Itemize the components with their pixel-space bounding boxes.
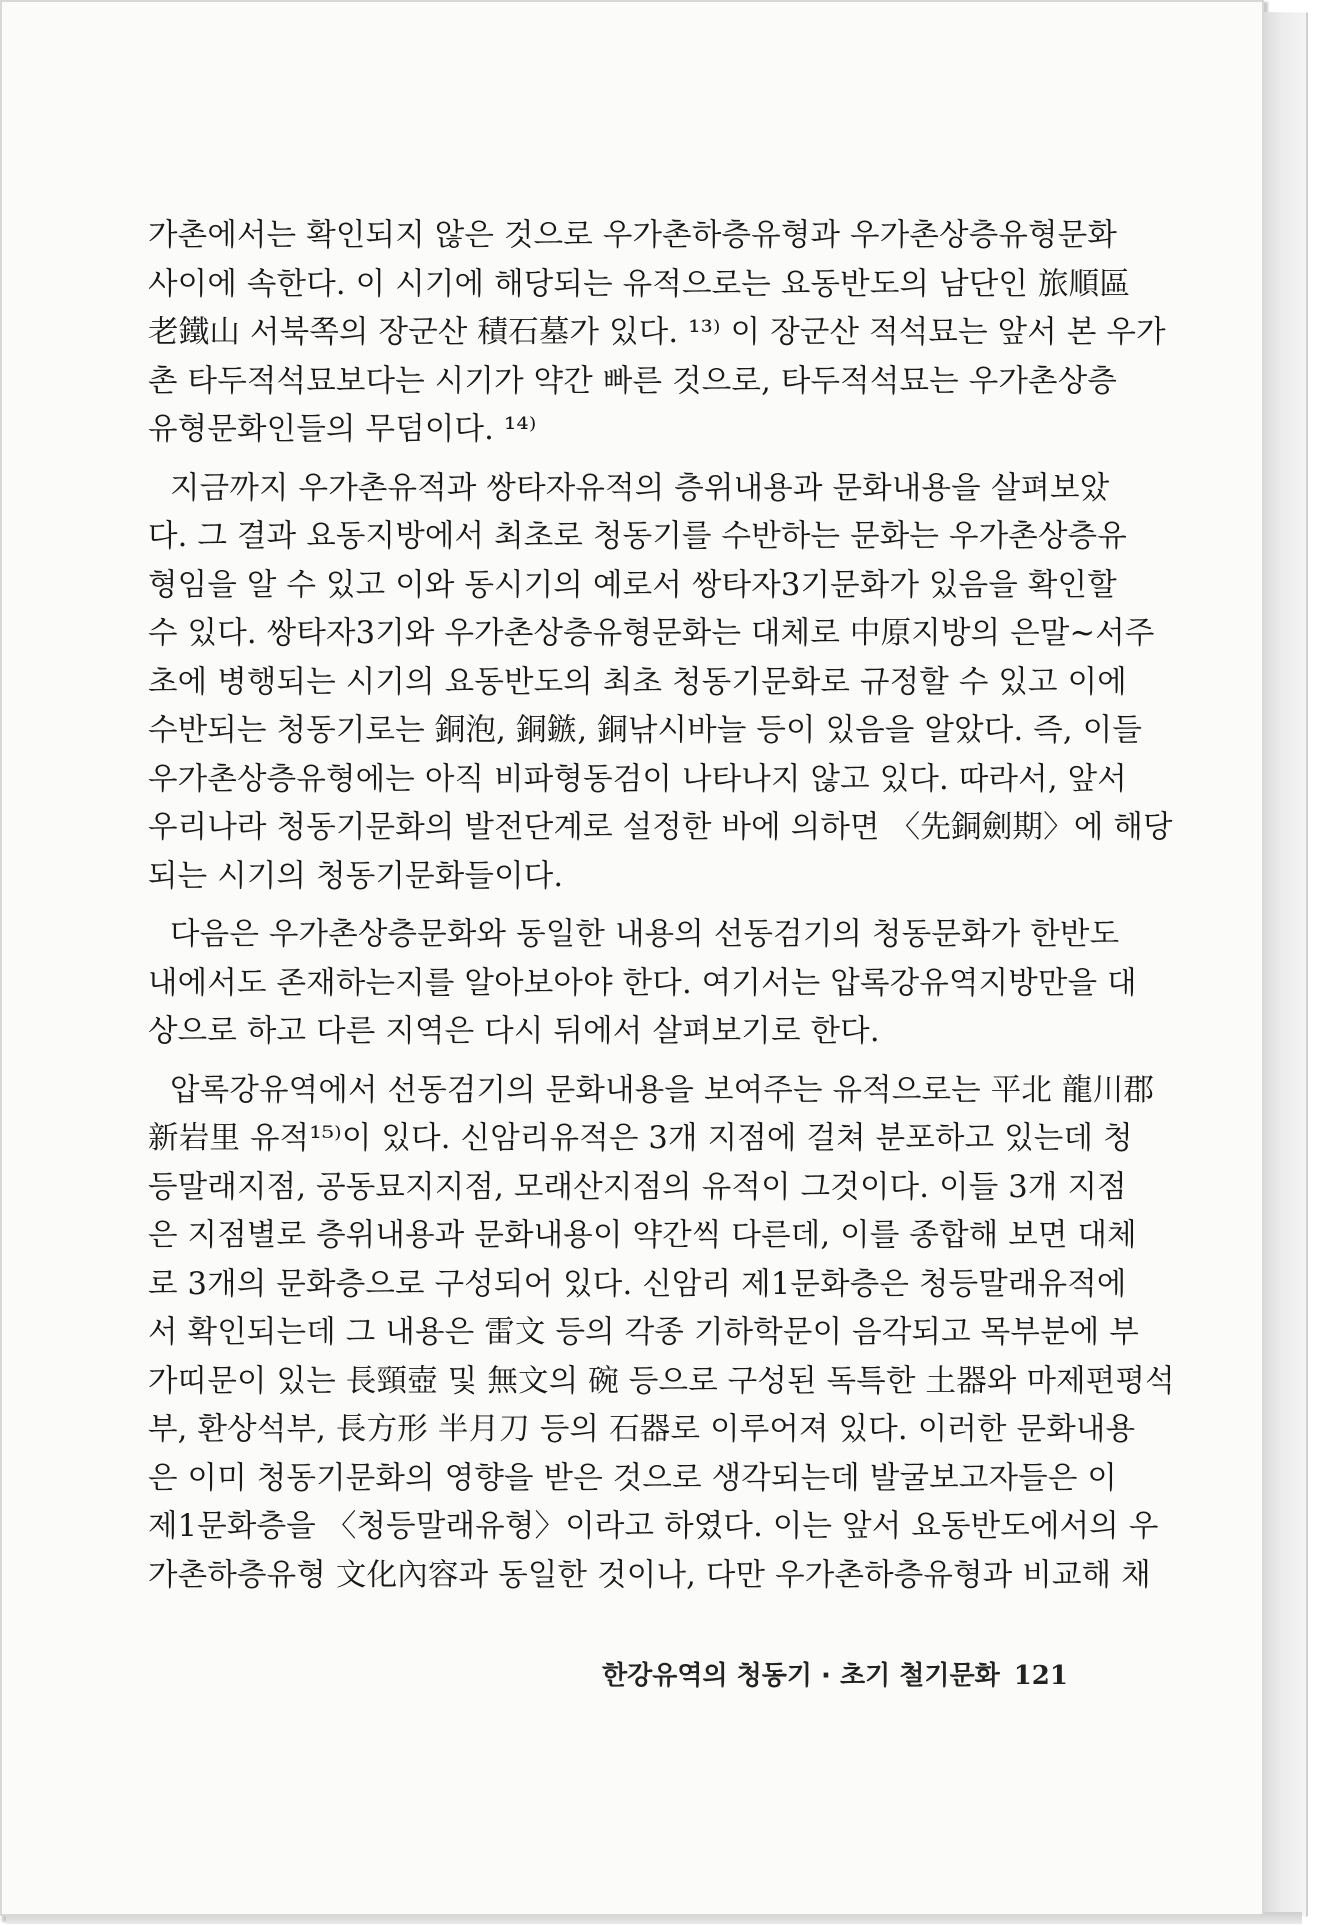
text-line: 우가촌상층유형에는 아직 비파형동검이 나타나지 않고 있다. 따라서, 앞서 — [148, 761, 1127, 797]
text-line: 형임을 알 수 있고 이와 동시기의 예로서 쌍타자3기문화가 있음을 확인할 — [148, 567, 1117, 603]
text-line: 은 이미 청동기문화의 영향을 받은 것으로 생각되는데 발굴보고자들은 이 — [148, 1460, 1118, 1496]
text-line: 우리나라 청동기문화의 발전단계로 설정한 바에 의하면 〈先銅劍期〉에 해당 — [148, 810, 1173, 845]
text-line: 가띠문이 있는 長頸壺 및 無文의 碗 등으로 구성된 독특한 土器와 마제편평석 — [148, 1363, 1175, 1399]
text-line: 등말래지점, 공동묘지지점, 모래산지점의 유적이 그것이다. 이들 3개 지점 — [148, 1169, 1127, 1205]
paragraph-4 — [148, 1067, 1175, 1601]
text-line: 서 확인되는데 그 내용은 雷文 등의 각종 기하학문이 음각되고 목부분에 부 — [148, 1315, 1139, 1350]
text-line: 수 있다. 쌍타자3기와 우가촌상층유형문화는 대체로 中原지방의 은말~서주 — [148, 616, 1155, 651]
text-line: 사이에 속한다. 이 시기에 해당되는 유적으로는 요동반도의 남단인 旅順區 — [148, 266, 1131, 302]
running-title: 한강유역의 청동기 · 초기 철기문화 — [602, 1661, 1000, 1691]
text-line: 수반되는 청동기로는 銅泡, 銅鏃, 銅낚시바늘 등이 있음을 알았다. 즉, 이들 — [148, 713, 1143, 748]
text-line: 로 3개의 문화층으로 구성되어 있다. 신암리 제1문화층은 청등말래유적에 — [148, 1266, 1127, 1302]
text-line: 부, 환상석부, 長方形 半月刀 등의 石器로 이루어져 있다. 이러한 문화내용 — [148, 1412, 1136, 1447]
text-line: 가촌에서는 확인되지 않은 것으로 우가촌하층유형과 우가촌상층유형문화 — [148, 218, 1118, 253]
text-line: 내에서도 존재하는지를 알아보아야 한다. 여기서는 압록강유역지방만을 대 — [148, 965, 1137, 1001]
paragraph-1 — [148, 212, 1166, 455]
text-line: 다. 그 결과 요동지방에서 최초로 청동기를 수반하는 문화는 우가촌상층유 — [148, 519, 1127, 554]
text-line: 상으로 하고 다른 지역은 다시 뒤에서 살펴보기로 한다. — [148, 1014, 880, 1049]
paragraph-3 — [148, 911, 1137, 1057]
page-number: 121 — [1013, 1661, 1068, 1691]
text-line: 新岩里 유적¹⁵⁾이 있다. 신암리유적은 3개 지점에 걸쳐 분포하고 있는데 청 — [148, 1121, 1133, 1156]
text-line: 초에 병행되는 시기의 요동반도의 최초 청동기문화로 규정할 수 있고 이에 — [148, 664, 1127, 700]
text-line: 다음은 우가촌상층문화와 동일한 내용의 선동검기의 청동문화가 한반도 — [170, 917, 1120, 952]
page-edge-right — [1264, 12, 1308, 1916]
text-line: 老鐵山 서북쪽의 장군산 積石墓가 있다. ¹³⁾ 이 장군산 적석묘는 앞서 본 우가 — [148, 315, 1166, 350]
text-line: 압록강유역에서 선동검기의 문화내용을 보여주는 유적으로는 平北 龍川郡 — [170, 1072, 1155, 1108]
page-footer — [548, 1655, 1068, 1692]
text-line: 은 지점별로 층위내용과 문화내용이 약간씩 다른데, 이를 종합해 보면 대체 — [148, 1218, 1137, 1253]
text-line: 촌 타두적석묘보다는 시기가 약간 빠른 것으로, 타두적석묘는 우가촌상층 — [148, 363, 1118, 399]
body-text — [148, 212, 1175, 1600]
text-line: 가촌하층유형 文化內容과 동일한 것이나, 다만 우가촌하층유형과 비교해 채 — [148, 1557, 1151, 1593]
text-line: 유형문화인들의 무덤이다. ¹⁴⁾ — [148, 412, 537, 447]
text-line: 지금까지 우가촌유적과 쌍타자유적의 층위내용과 문화내용을 살펴보았 — [170, 470, 1110, 506]
text-line: 제1문화층을 〈청등말래유형〉이라고 하였다. 이는 앞서 요동반도에서의 우 — [148, 1509, 1159, 1544]
text-line: 되는 시기의 청동기문화들이다. — [148, 858, 564, 894]
paragraph-2 — [148, 465, 1173, 902]
